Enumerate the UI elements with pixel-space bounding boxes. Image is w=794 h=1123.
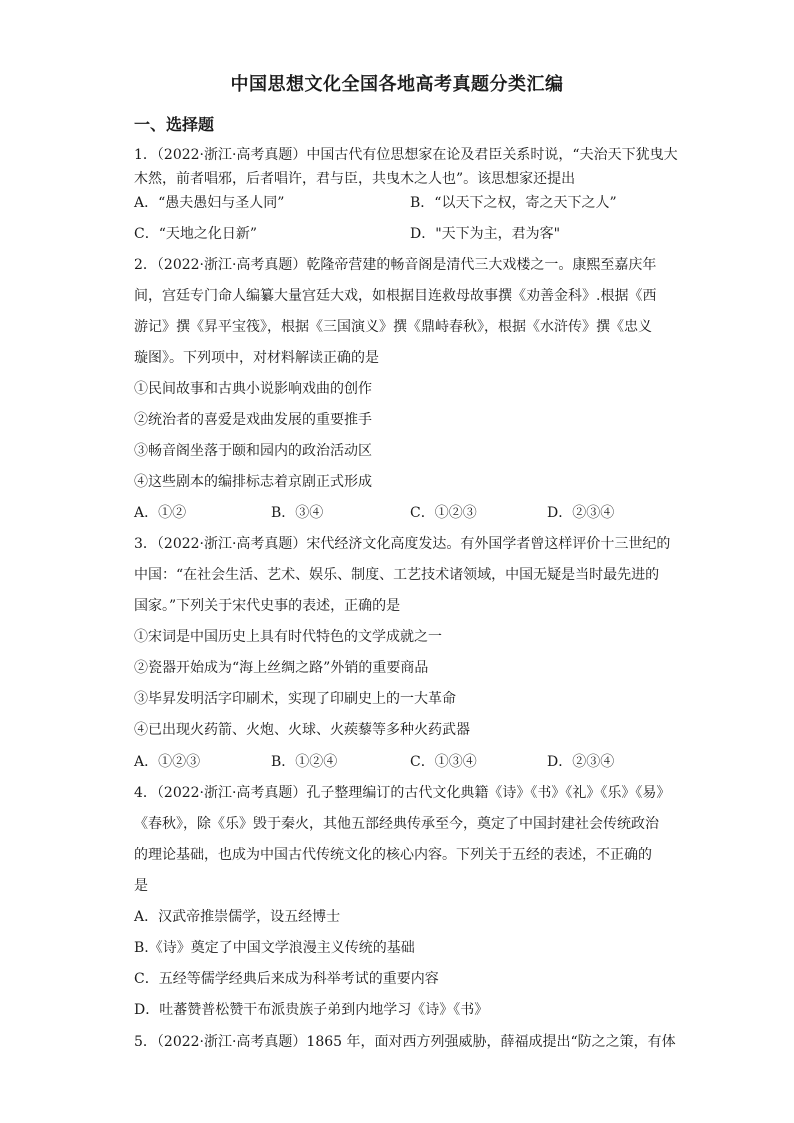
question-4-option-c: C．五经等儒学经典后来成为科举考试的重要内容	[134, 971, 439, 987]
question-2-option-a: A．①②	[134, 505, 187, 521]
question-1-option-c: C．“天地之化日新”	[134, 226, 258, 242]
question-3-line-3: 国家。”下列关于宋代史事的表述，正确的是	[134, 598, 401, 614]
question-2-line-4: 璇图》。下列项中，对材料解读正确的是	[134, 350, 379, 366]
question-3-option-a: A．①②③	[134, 754, 201, 770]
question-3-option-b: B．①②④	[271, 754, 338, 770]
question-2-statement-4: ④这些剧本的编排标志着京剧正式形成	[134, 474, 372, 490]
question-3-statement-3: ③毕昇发明活字印刷术，实现了印刷史上的一大革命	[134, 691, 456, 707]
question-2-statement-2: ②统治者的喜爱是戏曲发展的重要推手	[134, 412, 372, 428]
question-1-option-a: A．“愚夫愚妇与圣人同”	[134, 195, 285, 211]
question-5-line-1: 5．（2022·浙江·高考真题）1865 年，面对西方列强威胁，薛福成提出“防之之策，有体	[134, 1034, 676, 1050]
question-2-line-3: 游记》撰《昇平宝筏》，根据《三国演义》撰《鼎峙春秋》，根据《水浒传》撰《忠义	[134, 319, 652, 335]
question-3-line-1: 3．（2022·浙江·高考真题）宋代经济文化高度发达。有外国学者曾这样评价十三世纪的	[134, 536, 671, 552]
question-2-option-b: B．③④	[271, 505, 324, 521]
question-1-option-d: D．"天下为主，君为客"	[410, 226, 561, 242]
question-2-statement-3: ③畅音阁坐落于颐和园内的政治活动区	[134, 443, 372, 459]
question-4-option-b: B.《诗》奠定了中国文学浪漫主义传统的基础	[134, 940, 415, 956]
question-1-line-1: 1．（2022·浙江·高考真题）中国古代有位思想家在论及君臣关系时说，“夫治天下犹曳大	[134, 147, 678, 163]
section-heading: 一、选择题	[134, 115, 215, 134]
question-3-statement-2: ②瓷器开始成为“海上丝绸之路”外销的重要商品	[134, 660, 429, 676]
question-2-option-d: D．②③④	[547, 505, 615, 521]
question-3-statement-1: ①宋词是中国历史上具有时代特色的文学成就之一	[134, 629, 442, 645]
question-2-line-1: 2．（2022·浙江·高考真题）乾隆帝营建的畅音阁是清代三大戏楼之一。康熙至嘉庆年	[134, 257, 657, 273]
question-4-option-d: D．吐蕃赞普松赞干布派贵族子弟到内地学习《诗》《书》	[134, 1002, 489, 1018]
question-2-line-2: 间，宫廷专门命人编纂大量宫廷大戏，如根据目连救母故事撰《劝善金科》.根据《西	[134, 288, 657, 304]
question-4-line-2: 《春秋》，除《乐》毁于秦火，其他五部经典传承至今，奠定了中国封建社会传统政治	[134, 816, 659, 832]
question-1-line-2: 木然，前者唱邪，后者唱许，君与臣，共曳木之人也”。该思想家还提出	[134, 171, 576, 187]
question-4-option-a: A．汉武帝推崇儒学，设五经博士	[134, 909, 341, 925]
question-3-statement-4: ④已出现火药箭、火炮、火球、火蒺藜等多种火药武器	[134, 722, 470, 738]
question-4-line-3: 的理论基础，也成为中国古代传统文化的核心内容。下列关于五经的表述，不正确的	[134, 847, 652, 863]
question-4-line-1: 4．（2022·浙江·高考真题）孔子整理编订的古代文化典籍《诗》《书》《礼》《乐》《易》	[134, 785, 671, 801]
question-2-option-c: C．①②③	[410, 505, 477, 521]
page-title: 中国思想文化全国各地高考真题分类汇编	[230, 74, 564, 95]
question-3-option-d: D．②③④	[547, 754, 615, 770]
question-2-statement-1: ①民间故事和古典小说影响戏曲的创作	[134, 381, 372, 397]
question-3-option-c: C．①③④	[410, 754, 477, 770]
question-3-line-2: 中国：“在社会生活、艺术、娱乐、制度、工艺技术诸领域，中国无疑是当时最先进的	[134, 567, 660, 583]
question-1-option-b: B．“以天下之权，寄之天下之人”	[410, 195, 617, 211]
question-4-line-4: 是	[134, 878, 148, 894]
